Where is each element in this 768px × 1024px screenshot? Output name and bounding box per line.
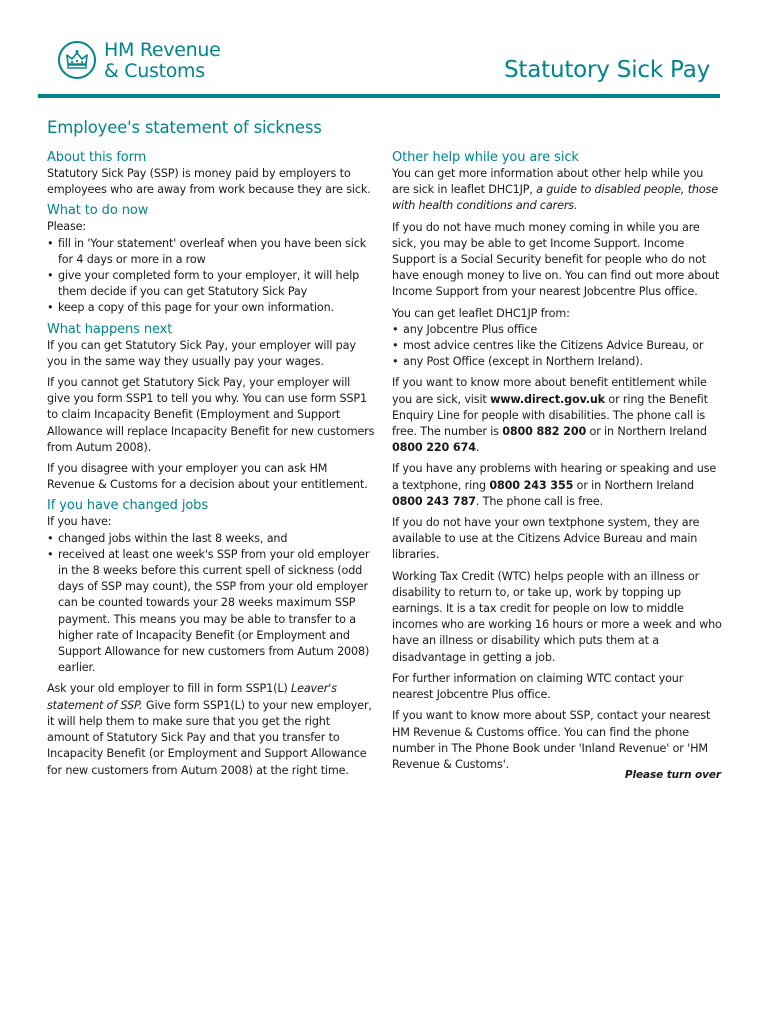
leavers-form-title: Leaver's statement of SSP.	[47, 682, 337, 712]
leaflet-sources-list	[392, 322, 722, 371]
right-column	[392, 150, 722, 778]
benefit-text-d: .	[475, 441, 480, 455]
about-text: Statutory Sick Pay (SSP) is money paid by employers to employees who are away from work because they are sick.	[47, 167, 371, 197]
about-heading: About this form	[47, 150, 147, 165]
textphone-availability-paragraph: If you do not have your own textphone system, they are available to use at the Citizens Advice Bureau and main libraries.	[392, 516, 700, 562]
leavers-text-b: Give form SSP1(L) to your new employer, it will help them to make sure that you get the right amount of Statutory Sick Pay and that you transfer to Incapacity Benefit (or Employment and Support Allowance for new customers from Autum 2008) at the right time.	[47, 698, 372, 777]
wtc-contact-paragraph: For further information on claiming WTC contact your nearest Jobcentre Plus office.	[392, 671, 684, 702]
direct-gov-link[interactable]: www.direct.gov.uk	[490, 392, 605, 406]
list-item: • most advice centres like the Citizens Advice Bureau, or	[392, 338, 722, 354]
list-item: • fill in 'Your statement' overleaf when you have been sick for 4 days or more in a row	[47, 236, 375, 268]
textphone-text-c: . The phone call is free.	[475, 494, 604, 508]
what-to-do-heading: What to do now	[47, 203, 149, 219]
what-to-do-intro: Please:	[47, 220, 87, 234]
please-turn-over-note: Please turn over	[624, 769, 721, 781]
list-item: • received at least one week's SSP from your old employer in the 8 weeks before this current spell of sickness (odd days of SSP may count), the SSP from your old employer can be counted towards your 28 weeks maximum SSP payment. This means you may be able to transfer to a higher rate of Incapacity Benefit (or Employment and Support Allowance for new customers from Autum 2008) earlier.	[47, 547, 375, 677]
list-item: • any Post Office (except in Northern Ireland).	[392, 354, 722, 370]
what-happens-next-paragraph-1: If you can get Statutory Sick Pay, your employer will pay you in the same way they usually pay your wages.	[47, 338, 356, 368]
changed-jobs-list	[47, 531, 375, 677]
what-happens-next-heading: What happens next	[47, 321, 173, 337]
income-support-paragraph: If you do not have much money coming in while you are sick, you may be able to get Income Support. Income Support is a Social Security benefit for people who do not have enough money to live on. You can find out more about Income Support from your nearest Jobcentre Plus office.	[392, 220, 720, 299]
other-help-paragraph-1	[392, 166, 722, 215]
ssp-contact-paragraph: If you want to know more about SSP, contact your nearest HM Revenue & Customs office. You can find the phone number in The Phone Book under 'Inland Revenue' or 'HM Revenue & Customs'.	[392, 709, 711, 771]
org-name-line1: HM Revenue	[104, 39, 221, 61]
what-happens-next-paragraph-3: If you disagree with your employer you can ask HM Revenue & Customs for a decision about your entitlement.	[47, 462, 368, 492]
benefit-text-a: If you want to know more about benefit entitlement while you are sick, visit	[392, 376, 707, 406]
textphone-text-a: If you have any problems with hearing or speaking and use a textphone, ring	[392, 462, 717, 492]
benefit-text-b: or ring the Benefit Enquiry Line for people with disabilities. The phone call is free. The number is	[392, 392, 708, 439]
benefit-text-c: or in Northern Ireland	[586, 425, 707, 439]
list-item: • changed jobs within the last 8 weeks, and	[47, 531, 375, 547]
other-help-text: You can get more information about other help while you are sick in leaflet DHC1JP,	[392, 167, 704, 197]
what-happens-next-paragraph-2: If you cannot get Statutory Sick Pay, your employer will give you form SSP1 to tell you why. You can use form SSP1 to claim Incapacity Benefit (Employment and Support Allowance will replace Incapacity Benefit for new customers from Autum 2008).	[47, 376, 375, 454]
leaflet-title: a guide to disabled people, those with health conditions and carers.	[392, 183, 718, 213]
left-column	[47, 150, 375, 784]
list-item: • any Jobcentre Plus office	[392, 322, 722, 338]
list-item: • give your completed form to your employer, it will help them decide if you can get Statutory Sick Pay	[47, 268, 375, 300]
benefit-phone-number-ni: 0800 220 674	[392, 441, 476, 455]
other-help-heading: Other help while you are sick	[392, 150, 579, 165]
page-header	[0, 0, 768, 100]
textphone-number: 0800 243 355	[489, 478, 574, 492]
leavers-statement-paragraph	[47, 681, 375, 778]
working-tax-credit-paragraph: Working Tax Credit (WTC) helps people with an illness or disability to return to, or take up, work by topping up earnings. It is a tax credit for people on low to middle incomes who are working 16 hours or more a week and who have an illness or disability which puts them at a disadvantage in getting a job.	[392, 569, 722, 664]
changed-jobs-intro: If you have:	[47, 515, 112, 529]
what-to-do-list	[47, 236, 375, 317]
crown-crest-icon	[58, 41, 96, 79]
textphone-number-ni: 0800 243 787	[392, 494, 476, 508]
leavers-text-a: Ask your old employer to fill in form SSP1(L)	[47, 682, 292, 696]
benefit-enquiry-paragraph	[392, 375, 722, 456]
leaflet-intro: You can get leaflet DHC1JP from:	[392, 306, 570, 320]
page-heading: Employee's statement of sickness	[47, 118, 322, 137]
benefit-phone-number: 0800 882 200	[502, 425, 587, 439]
changed-jobs-heading: If you have changed jobs	[47, 498, 209, 514]
textphone-paragraph	[392, 461, 722, 510]
textphone-text-b: or in Northern Ireland	[573, 478, 694, 492]
document-title: Statutory Sick Pay	[504, 57, 710, 83]
header-divider	[38, 94, 720, 98]
org-name-line2: & Customs	[104, 60, 205, 82]
list-item: • keep a copy of this page for your own information.	[47, 300, 375, 316]
organisation-name	[104, 40, 220, 82]
